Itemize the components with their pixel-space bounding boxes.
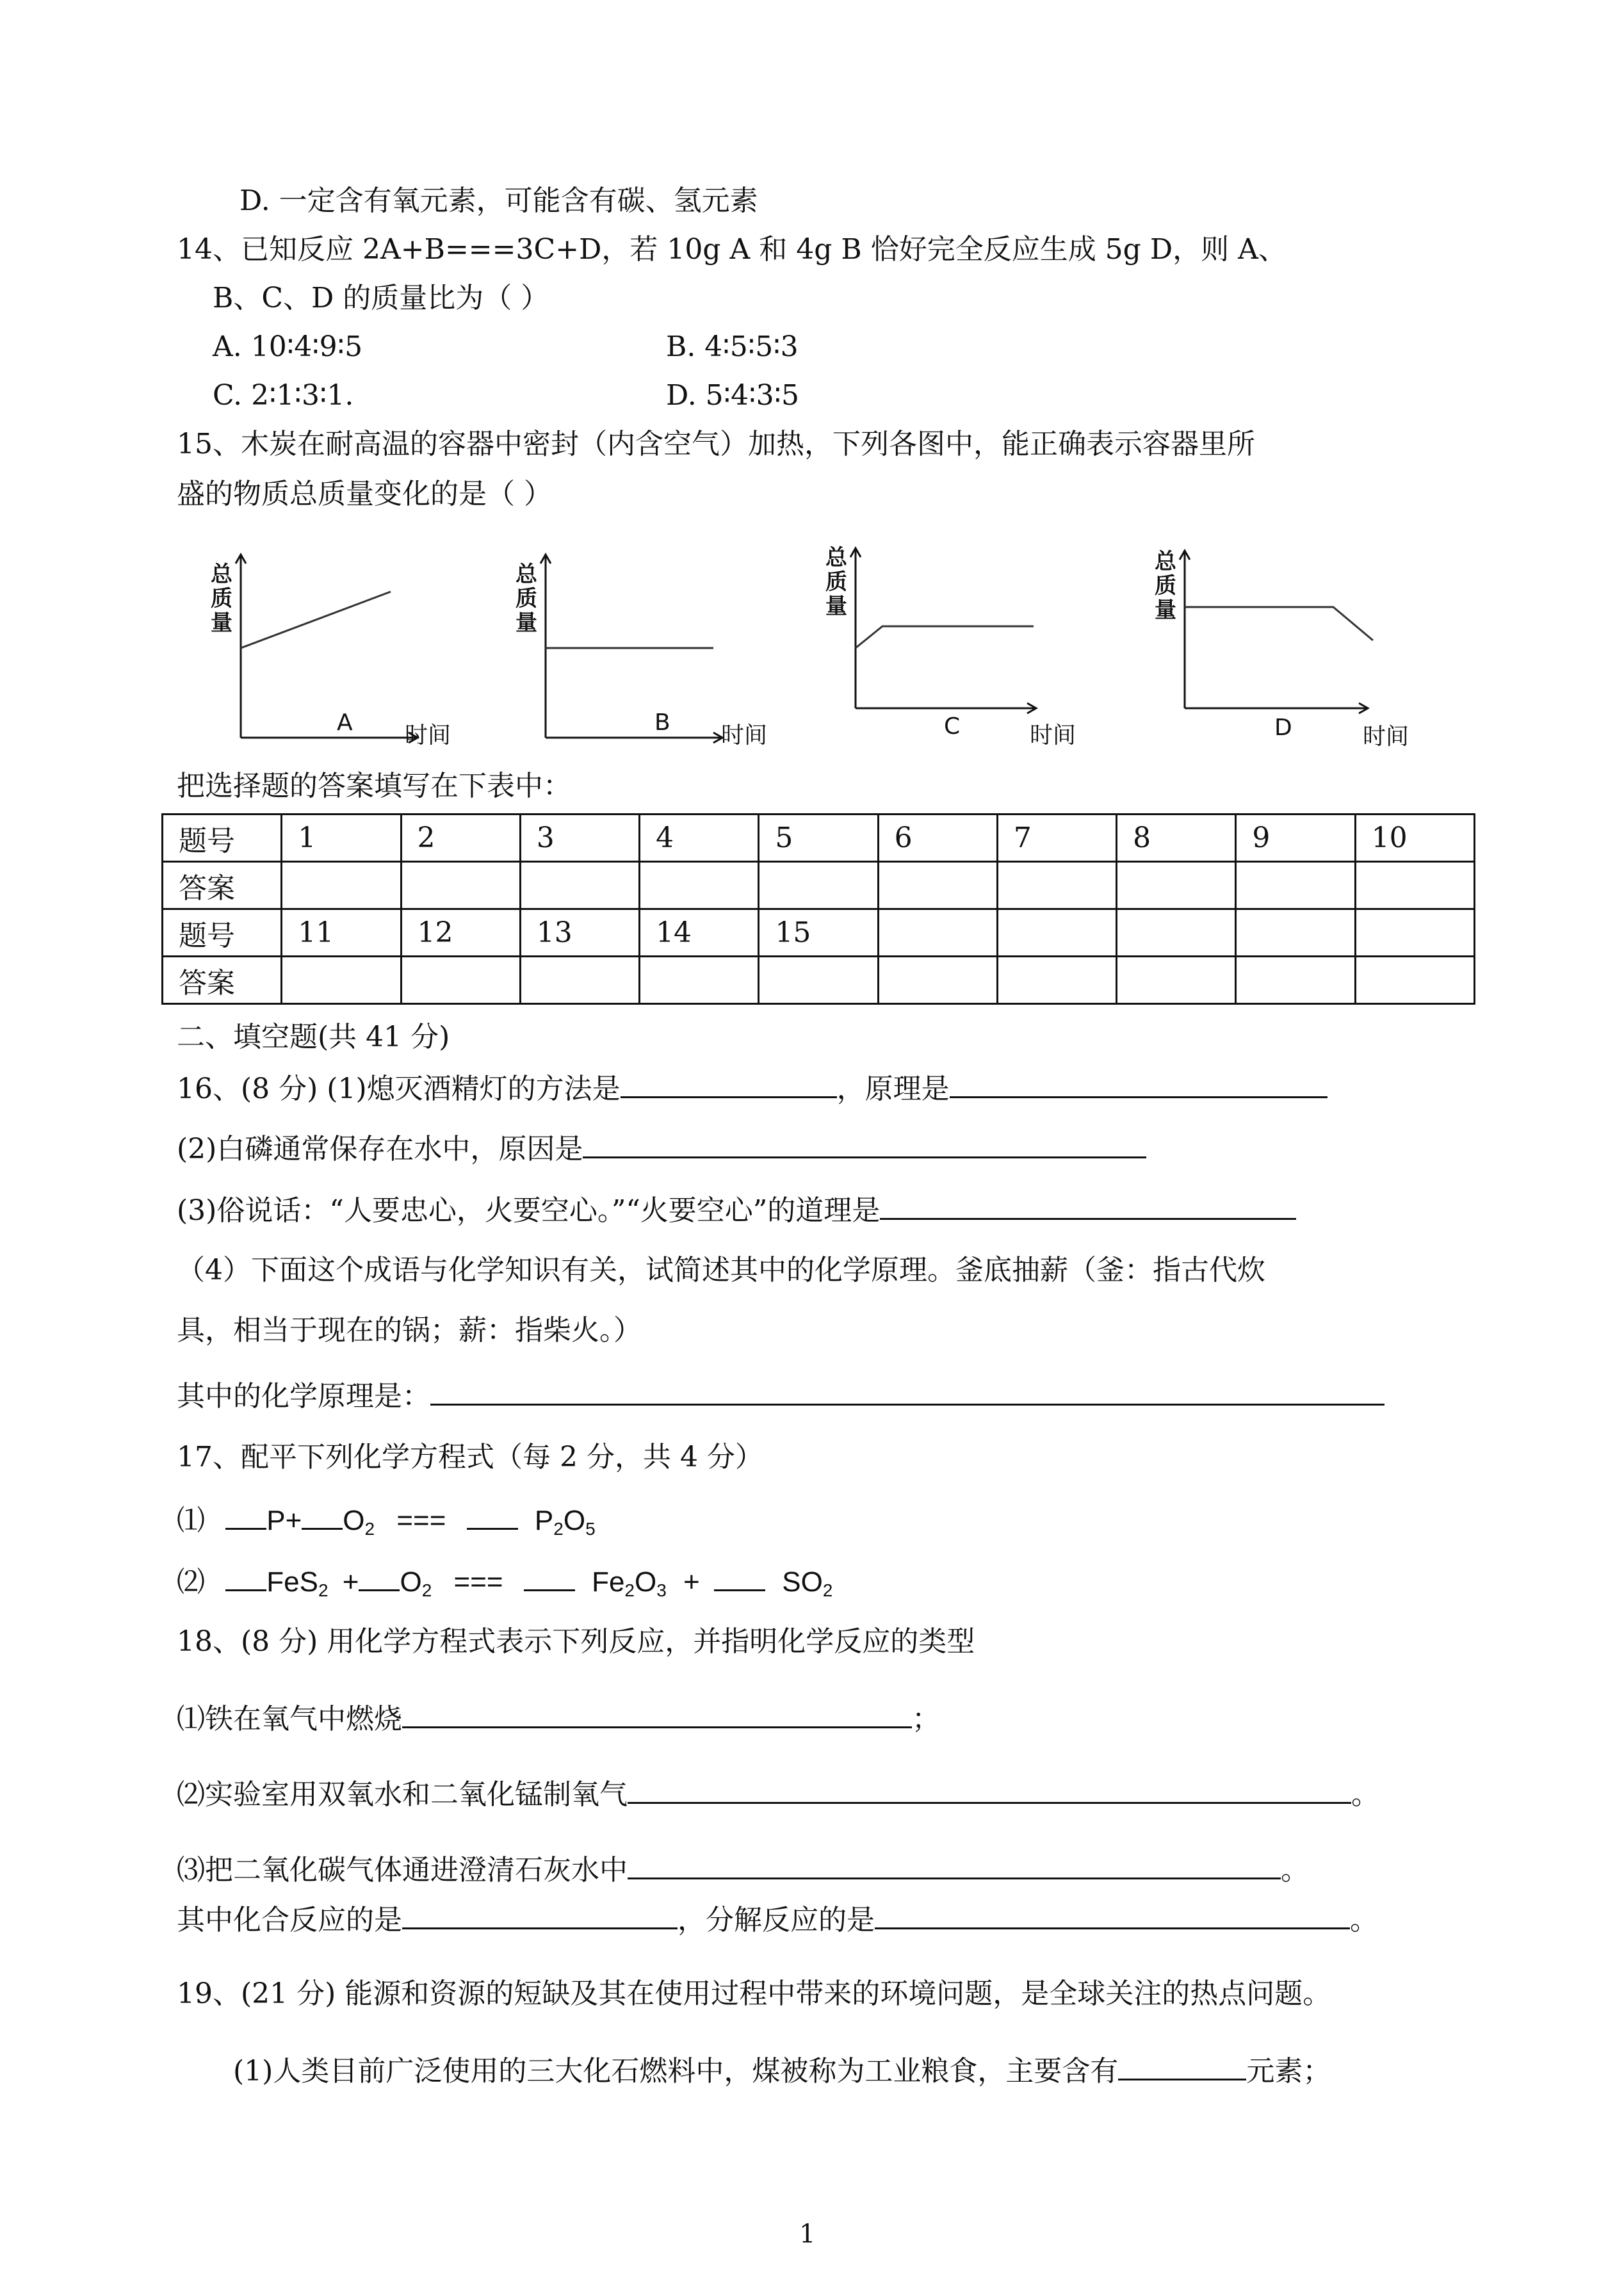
- table-cell: 11: [282, 909, 401, 957]
- eq2-term3b: O: [635, 1566, 657, 1598]
- eq2-term2: O: [400, 1566, 422, 1598]
- q18-combination-label: 其中化合反应的是: [177, 1904, 402, 1936]
- q19-blank-element[interactable]: [1118, 2052, 1246, 2080]
- graph-c-name: C: [944, 713, 961, 740]
- table-cell: 15: [759, 909, 878, 957]
- answer-cell[interactable]: [878, 957, 997, 1004]
- graph-a: [205, 548, 480, 759]
- q16-blank-idiom[interactable]: [430, 1377, 1384, 1406]
- eq2-equals: ===: [453, 1566, 503, 1598]
- eq2-sub3b: 3: [656, 1580, 667, 1600]
- q19-part1: [233, 2052, 1331, 2089]
- q17-equation1: [177, 1501, 596, 1547]
- q16-part4-line1: （4）下面这个成语与化学知识有关，试简述其中的化学原理。釜底抽薪（釜：指古代炊: [177, 1254, 1265, 1286]
- q16-part2: [177, 1130, 1146, 1167]
- answer-cell[interactable]: [1355, 957, 1474, 1004]
- table-cell: 3: [520, 815, 639, 862]
- row-label: 题号: [163, 909, 282, 957]
- eq1-term1: P+: [266, 1505, 302, 1536]
- q16-part5: [177, 1377, 1384, 1415]
- table-cell: 13: [520, 909, 639, 957]
- q18-blank-combination[interactable]: [402, 1901, 678, 1929]
- table-cell: 14: [640, 909, 759, 957]
- eq1-term2: O: [343, 1505, 365, 1536]
- q14-option-a: A. 10∶4∶9∶5: [213, 330, 363, 363]
- q14-option-c: C. 2∶1∶3∶1.: [213, 379, 354, 412]
- q18-blank-1[interactable]: [402, 1699, 912, 1728]
- table-cell: 4: [640, 815, 759, 862]
- answer-cell[interactable]: [282, 862, 401, 909]
- graph-b-xlabel: 时间: [721, 722, 768, 749]
- q18-reaction3: [177, 1851, 1309, 1888]
- answer-cell[interactable]: [1117, 862, 1236, 909]
- eq2-blank-1[interactable]: [225, 1562, 266, 1591]
- table-cell: [997, 909, 1116, 957]
- answer-cell[interactable]: [640, 957, 759, 1004]
- table-cell: 5: [759, 815, 878, 862]
- eq2-blank-3[interactable]: [524, 1562, 575, 1591]
- q16-part4-line2: 具，相当于现在的锅；薪：指柴火。）: [177, 1314, 642, 1347]
- q16-blank-method[interactable]: [621, 1069, 837, 1098]
- table-row: [163, 909, 1475, 957]
- answer-cell[interactable]: [520, 957, 639, 1004]
- q16-part1-text: 16、(8 分) (1)熄灭酒精灯的方法是: [177, 1073, 621, 1105]
- table-cell: 2: [401, 815, 520, 862]
- q16-part1: [177, 1069, 1328, 1107]
- q16-blank-principle[interactable]: [950, 1069, 1328, 1098]
- graph-a-curve: [241, 592, 391, 648]
- page-number: 1: [799, 2219, 816, 2249]
- q14-line2: B、C、D 的质量比为（ ）: [213, 282, 549, 314]
- table-cell: 10: [1355, 815, 1474, 862]
- q16-blank-saying[interactable]: [880, 1191, 1296, 1220]
- q19-title: 19、(21 分) 能源和资源的短缺及其在使用过程中带来的环境问题，是全球关注的热点问题。: [177, 1977, 1331, 2010]
- table-cell: [878, 909, 997, 957]
- answer-cell[interactable]: [401, 957, 520, 1004]
- table-cell: 8: [1117, 815, 1236, 862]
- table-cell: 6: [878, 815, 997, 862]
- q18-reaction1: [177, 1699, 940, 1737]
- q15-line2: 盛的物质总质量变化的是（ ）: [177, 478, 552, 510]
- eq1-term3b: O: [563, 1505, 586, 1536]
- row-label: 题号: [163, 815, 282, 862]
- row-label: 答案: [163, 862, 282, 909]
- eq1-blank-3[interactable]: [467, 1501, 518, 1530]
- answer-cell[interactable]: [759, 957, 878, 1004]
- q18-r1-end: ；: [912, 1703, 940, 1735]
- eq2-sub1: 2: [318, 1580, 329, 1600]
- graph-d-xlabel: 时间: [1363, 724, 1409, 750]
- graph-d-curve: [1185, 607, 1373, 640]
- q19-part1-text: (1)人类目前广泛使用的三大化石燃料中，煤被称为工业粮食，主要含有: [233, 2055, 1119, 2088]
- graph-c-xlabel: 时间: [1030, 722, 1076, 749]
- answer-cell[interactable]: [759, 862, 878, 909]
- answer-cell[interactable]: [878, 862, 997, 909]
- graph-c-ylabel: 总质量: [825, 545, 847, 619]
- q18-r2-end: 。: [1351, 1778, 1379, 1811]
- q13-option-d: D. 一定含有氧元素，可能含有碳、氢元素: [240, 184, 758, 217]
- q14-option-b: B. 4∶5∶5∶3: [666, 330, 799, 363]
- graph-d-ylabel: 总质量: [1155, 549, 1176, 623]
- graph-d: [1149, 548, 1424, 759]
- q18-r1-text: ⑴铁在氧气中燃烧: [177, 1703, 402, 1735]
- q18-blank-3[interactable]: [628, 1851, 1281, 1879]
- q18-blank-2[interactable]: [628, 1775, 1351, 1804]
- eq1-sub3b: 5: [585, 1519, 596, 1539]
- table-cell: 1: [282, 815, 401, 862]
- graph-b: [510, 548, 785, 759]
- eq2-term1: FeS: [266, 1566, 318, 1598]
- answer-cell[interactable]: [997, 862, 1116, 909]
- table-cell: 7: [997, 815, 1116, 862]
- q17-equation2: [177, 1562, 832, 1609]
- answer-cell[interactable]: [640, 862, 759, 909]
- q18-r3-text: ⑶把二氧化碳气体通进澄清石灰水中: [177, 1854, 628, 1886]
- q16-part2-text: (2)白磷通常保存在水中，原因是: [177, 1133, 583, 1165]
- table-cell: 12: [401, 909, 520, 957]
- table-row: [163, 862, 1475, 909]
- graph-a-name: A: [337, 710, 353, 736]
- eq2-sub4: 2: [822, 1580, 833, 1600]
- graph-a-xlabel: 时间: [405, 722, 451, 749]
- q16-part3: [177, 1191, 1296, 1229]
- answer-cell[interactable]: [997, 957, 1116, 1004]
- table-cell: [1236, 909, 1355, 957]
- eq2-blank-4[interactable]: [714, 1562, 765, 1591]
- table-cell: 9: [1236, 815, 1355, 862]
- answer-cell[interactable]: [401, 862, 520, 909]
- eq1-number: ⑴: [177, 1505, 205, 1536]
- eq1-blank-2[interactable]: [302, 1501, 343, 1530]
- row-label: 答案: [163, 957, 282, 1004]
- q18-r3-end: 。: [1281, 1854, 1309, 1886]
- q15-line1: 15、木炭在耐高温的容器中密封（内含空气）加热，下列各图中，能正确表示容器里所: [177, 428, 1255, 460]
- q18-title: 18、(8 分) 用化学方程式表示下列反应，并指明化学反应的类型: [177, 1625, 975, 1658]
- q16-part1-text2: ，原理是: [836, 1073, 950, 1105]
- eq2-plus1: +: [342, 1566, 359, 1598]
- graph-c: [820, 546, 1095, 757]
- eq2-term3: Fe: [592, 1566, 625, 1598]
- answer-cell[interactable]: [282, 957, 401, 1004]
- q17-title: 17、配平下列化学方程式（每 2 分，共 4 分）: [177, 1441, 763, 1473]
- q16-part5-text: 其中的化学原理是：: [177, 1380, 430, 1413]
- q14-option-d: D. 5∶4∶3∶5: [666, 379, 800, 412]
- table-row: [163, 957, 1475, 1004]
- table-cell: [1355, 909, 1474, 957]
- eq1-sub2: 2: [364, 1519, 375, 1539]
- q18-blank-decomposition[interactable]: [875, 1901, 1350, 1929]
- eq1-blank-1[interactable]: [225, 1501, 266, 1530]
- q14-line1: 14、已知反应 2A+B===3C+D，若 10g A 和 4g B 恰好完全反应生成 5g D，则 A、: [177, 233, 1287, 266]
- table-row: [163, 815, 1475, 862]
- q16-part3-text: (3)俗说话：“人要忠心，火要空心。”“火要空心”的道理是: [177, 1194, 881, 1227]
- q19-part1-end: 元素；: [1246, 2055, 1331, 2088]
- answer-cell[interactable]: [1117, 957, 1236, 1004]
- answer-cell[interactable]: [1236, 862, 1355, 909]
- eq2-sub3a: 2: [624, 1580, 635, 1600]
- table-cell: [1117, 909, 1236, 957]
- graph-b-ylabel: 总质量: [516, 562, 537, 636]
- eq1-term3: P: [534, 1505, 554, 1536]
- eq2-sub2: 2: [421, 1580, 432, 1600]
- eq2-term4: SO: [782, 1566, 823, 1598]
- eq1-sub3a: 2: [553, 1519, 564, 1539]
- eq2-number: ⑵: [177, 1566, 205, 1598]
- q18-types-end: 。: [1350, 1904, 1378, 1936]
- answer-cell[interactable]: [1236, 957, 1355, 1004]
- answer-table: [161, 813, 1475, 1005]
- graph-d-name: D: [1274, 715, 1292, 741]
- answer-cell[interactable]: [520, 862, 639, 909]
- eq1-equals: ===: [396, 1505, 446, 1536]
- graph-c-curve: [856, 626, 1034, 648]
- q18-r2-text: ⑵实验室用双氧水和二氧化锰制氧气: [177, 1778, 628, 1811]
- eq2-blank-2[interactable]: [359, 1562, 400, 1591]
- graph-b-name: B: [654, 710, 670, 736]
- section2-heading: 二、填空题(共 41 分): [177, 1021, 450, 1053]
- graph-a-ylabel: 总质量: [211, 562, 232, 636]
- eq2-plus2: +: [683, 1566, 700, 1598]
- answer-table-intro: 把选择题的答案填写在下表中：: [177, 770, 571, 802]
- answer-cell[interactable]: [1355, 862, 1474, 909]
- q18-reaction2: [177, 1775, 1379, 1813]
- q18-types: [177, 1901, 1378, 1938]
- q16-blank-reason[interactable]: [583, 1130, 1146, 1158]
- q18-decomposition-label: ，分解反应的是: [678, 1904, 875, 1936]
